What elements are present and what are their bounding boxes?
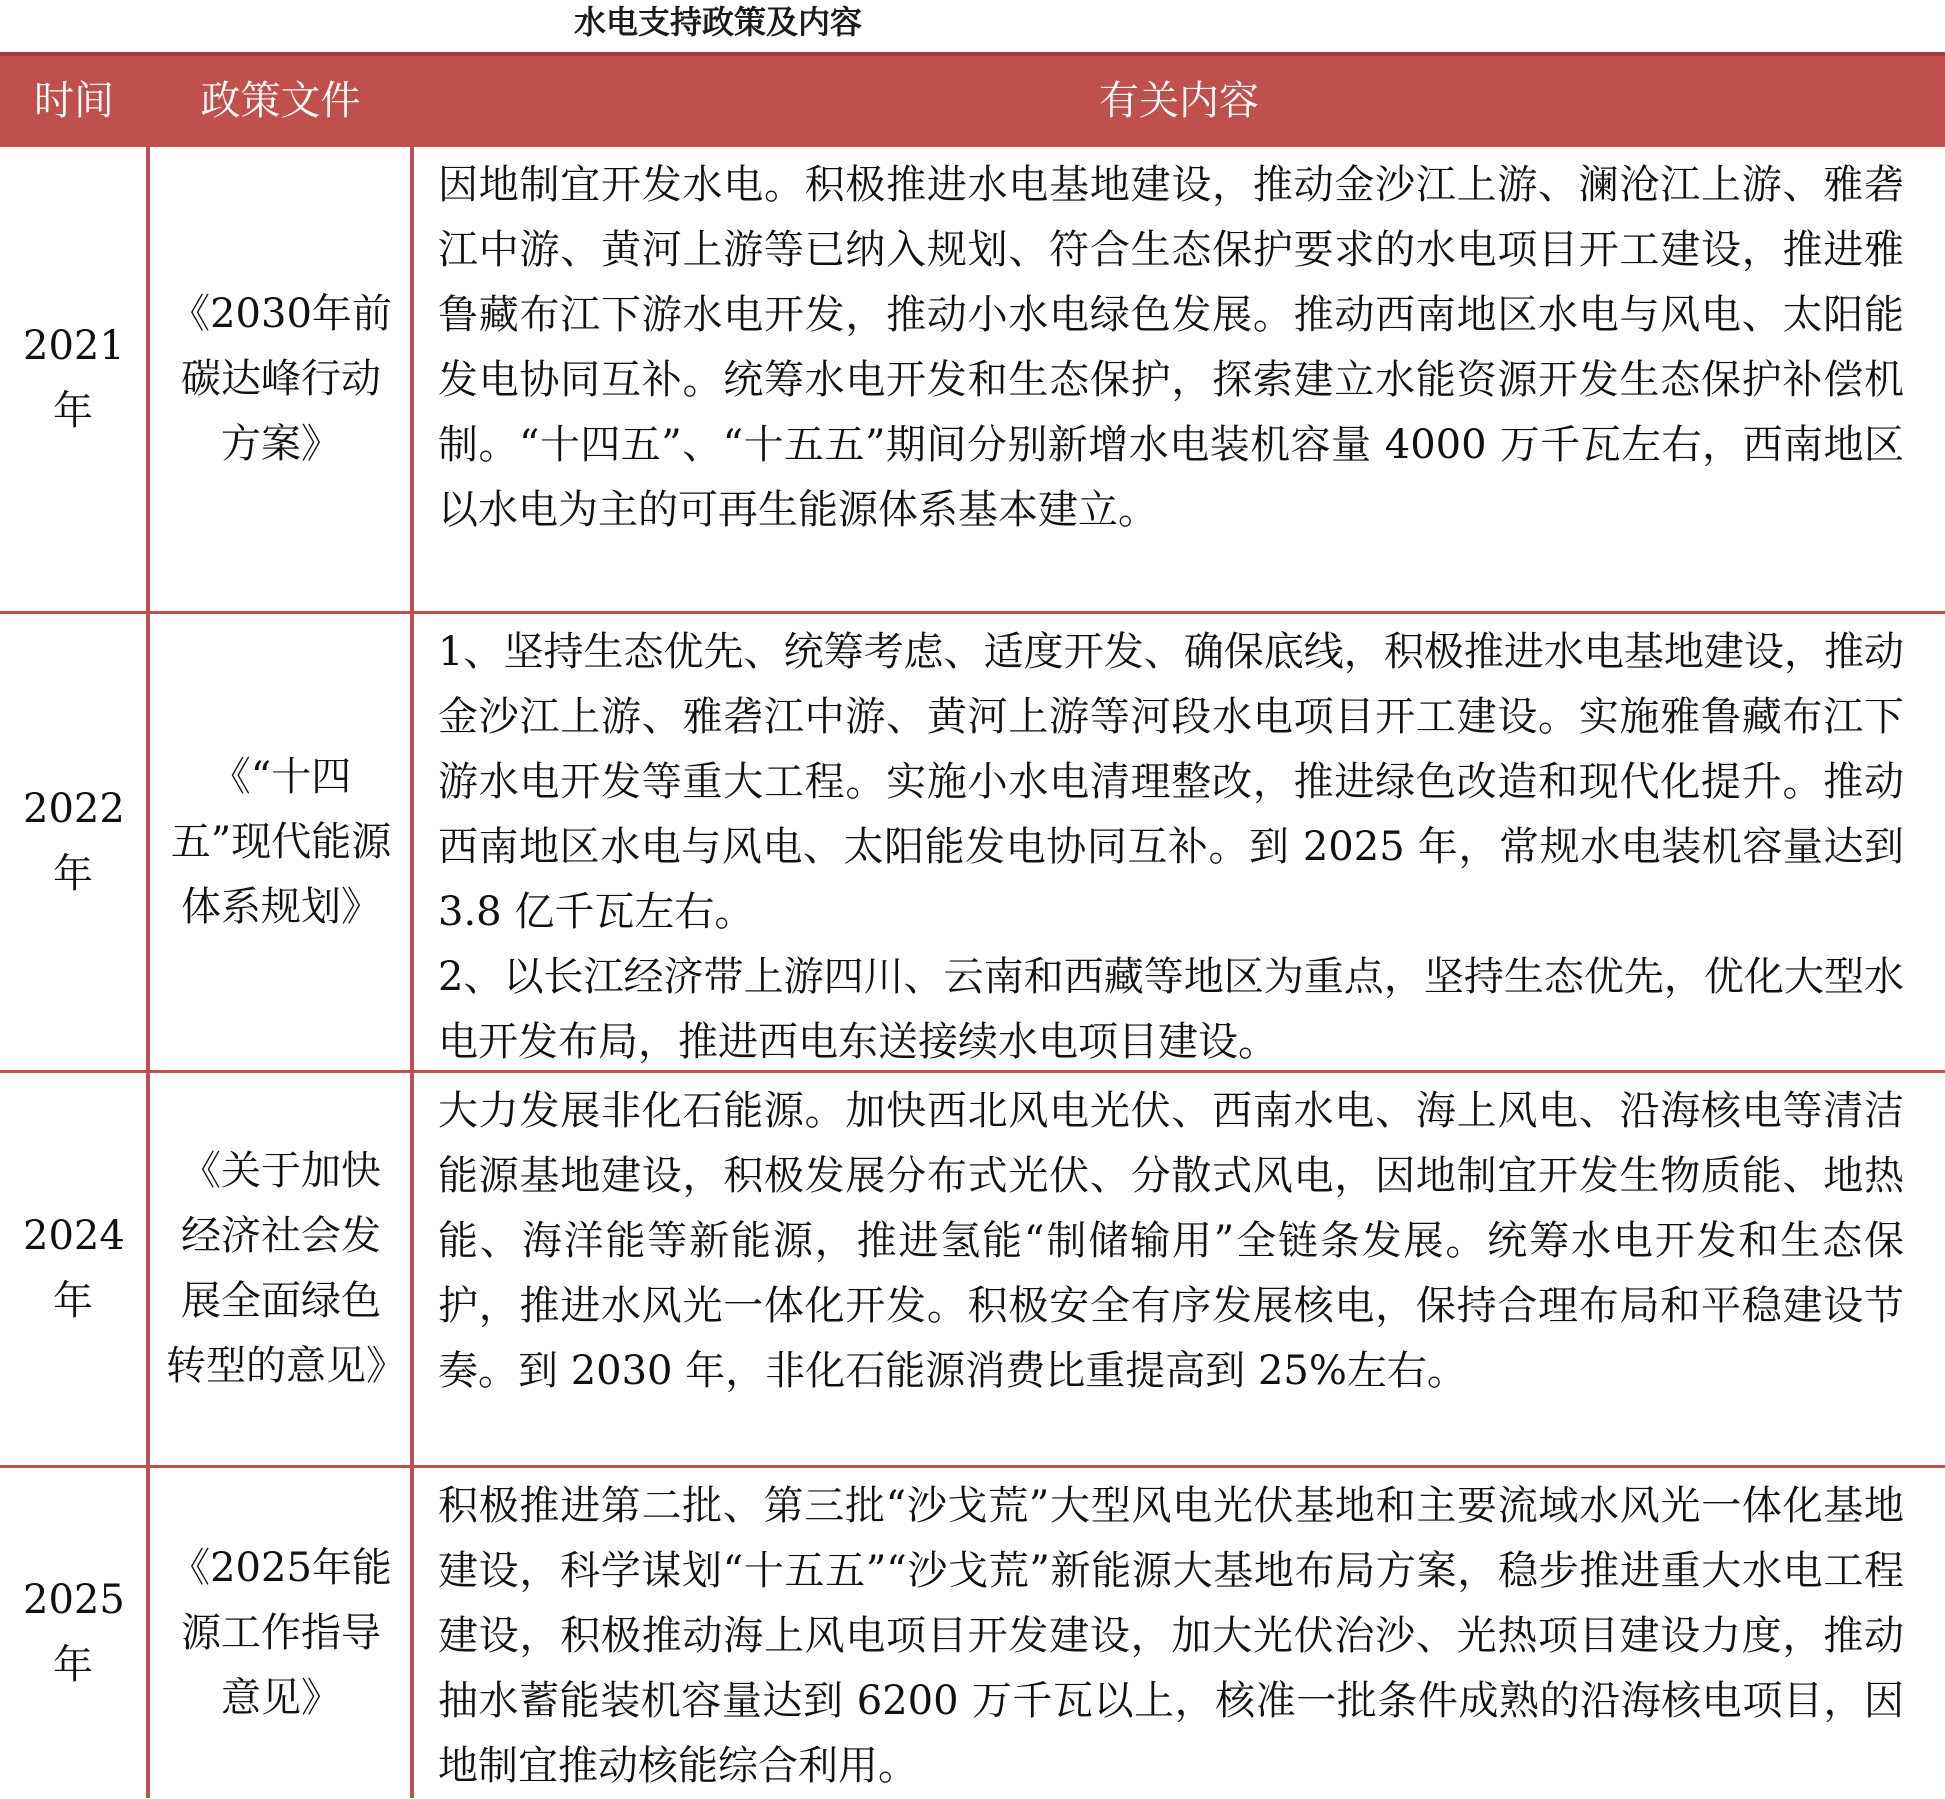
row-content-cell	[438, 614, 1904, 1075]
row-time: 2024年	[23, 1213, 125, 1324]
row-time: 2021年	[23, 323, 125, 434]
row-time-cell	[0, 147, 146, 611]
table-row	[0, 147, 1945, 614]
row-content-paragraph: 积极推进第二批、第三批“沙戈荒”大型风电光伏基地和主要流域水风光一体化基地建设，科学谋划“十五五”“沙戈荒”新能源大基地布局方案，稳步推进重大水电工程建设，积极推动海上风电项目开发建设，加大光伏治沙、光热项目建设力度，推动抽水蓄能装机容量达到 6200 万千瓦以上，核准一批条件成熟的沿海核电项目，因地制宜推动核能综合利用。	[438, 1483, 1904, 1789]
row-time-cell	[0, 1468, 146, 1798]
row-document-cell	[152, 1468, 410, 1798]
column-divider-time	[146, 147, 150, 1798]
row-content-cell	[438, 1073, 1904, 1404]
header-content: 有关内容	[1099, 78, 1259, 124]
row-time: 2025年	[23, 1577, 125, 1688]
row-content-cell	[438, 147, 1904, 543]
header-time: 时间	[34, 78, 114, 124]
row-content-paragraph: 大力发展非化石能源。加快西北风电光伏、西南水电、海上风电、沿海核电等清洁能源基地建设，积极发展分布式光伏、分散式风电，因地制宜开发生物质能、地热能、海洋能等新能源，推进氢能“制储输用”全链条发展。统筹水电开发和生态保护，推进水风光一体化开发。积极安全有序发展核电，保持合理布局和平稳建设节奏。到 2030 年，非化石能源消费比重提高到 25%左右。	[438, 1088, 1904, 1394]
row-document: 《2025年能源工作指导意见》	[170, 1544, 392, 1721]
row-document: 《“十四五”现代能源体系规划》	[170, 753, 392, 930]
row-document-cell	[152, 147, 410, 611]
table-title: 水电支持政策及内容	[573, 3, 862, 41]
row-content-paragraph: 2、以长江经济带上游四川、云南和西藏等地区为重点，坚持生态优先，优化大型水电开发布局，推进西电东送接续水电项目建设。	[438, 954, 1904, 1065]
row-time-cell	[0, 614, 146, 1070]
header-document: 政策文件	[200, 78, 361, 124]
row-document-cell	[152, 614, 410, 1070]
row-content-cell	[438, 1468, 1904, 1799]
table-row	[0, 1073, 1945, 1468]
table-row	[0, 1468, 1945, 1798]
row-content-paragraph: 1、坚持生态优先、统筹考虑、适度开发、确保底线，积极推进水电基地建设，推动金沙江上游、雅砻江中游、黄河上游等河段水电项目开工建设。实施雅鲁藏布江下游水电开发等重大工程。实施小水电清理整改，推进绿色改造和现代化提升。推动西南地区水电与风电、太阳能发电协同互补。到 2025 年，常规水电装机容量达到 3.8 亿千瓦左右。	[438, 629, 1904, 935]
column-divider-document	[410, 147, 414, 1798]
table-row	[0, 614, 1945, 1073]
table-header	[0, 56, 1945, 147]
row-document: 《2030年前碳达峰行动方案》	[170, 290, 392, 467]
row-time: 2022年	[23, 786, 125, 897]
row-document-cell	[152, 1073, 410, 1465]
row-content-paragraph: 因地制宜开发水电。积极推进水电基地建设，推动金沙江上游、澜沧江上游、雅砻江中游、黄河上游等已纳入规划、符合生态保护要求的水电项目开工建设，推进雅鲁藏布江下游水电开发，推动小水电绿色发展。推动西南地区水电与风电、太阳能发电协同互补。统筹水电开发和生态保护，探索建立水能资源开发生态保护补偿机制。“十四五”、“十五五”期间分别新增水电装机容量 4000 万千瓦左右，西南地区以水电为主的可再生能源体系基本建立。	[438, 162, 1904, 533]
row-document: 《关于加快经济社会发展全面绿色转型的意见》	[166, 1148, 406, 1389]
row-time-cell	[0, 1073, 146, 1465]
